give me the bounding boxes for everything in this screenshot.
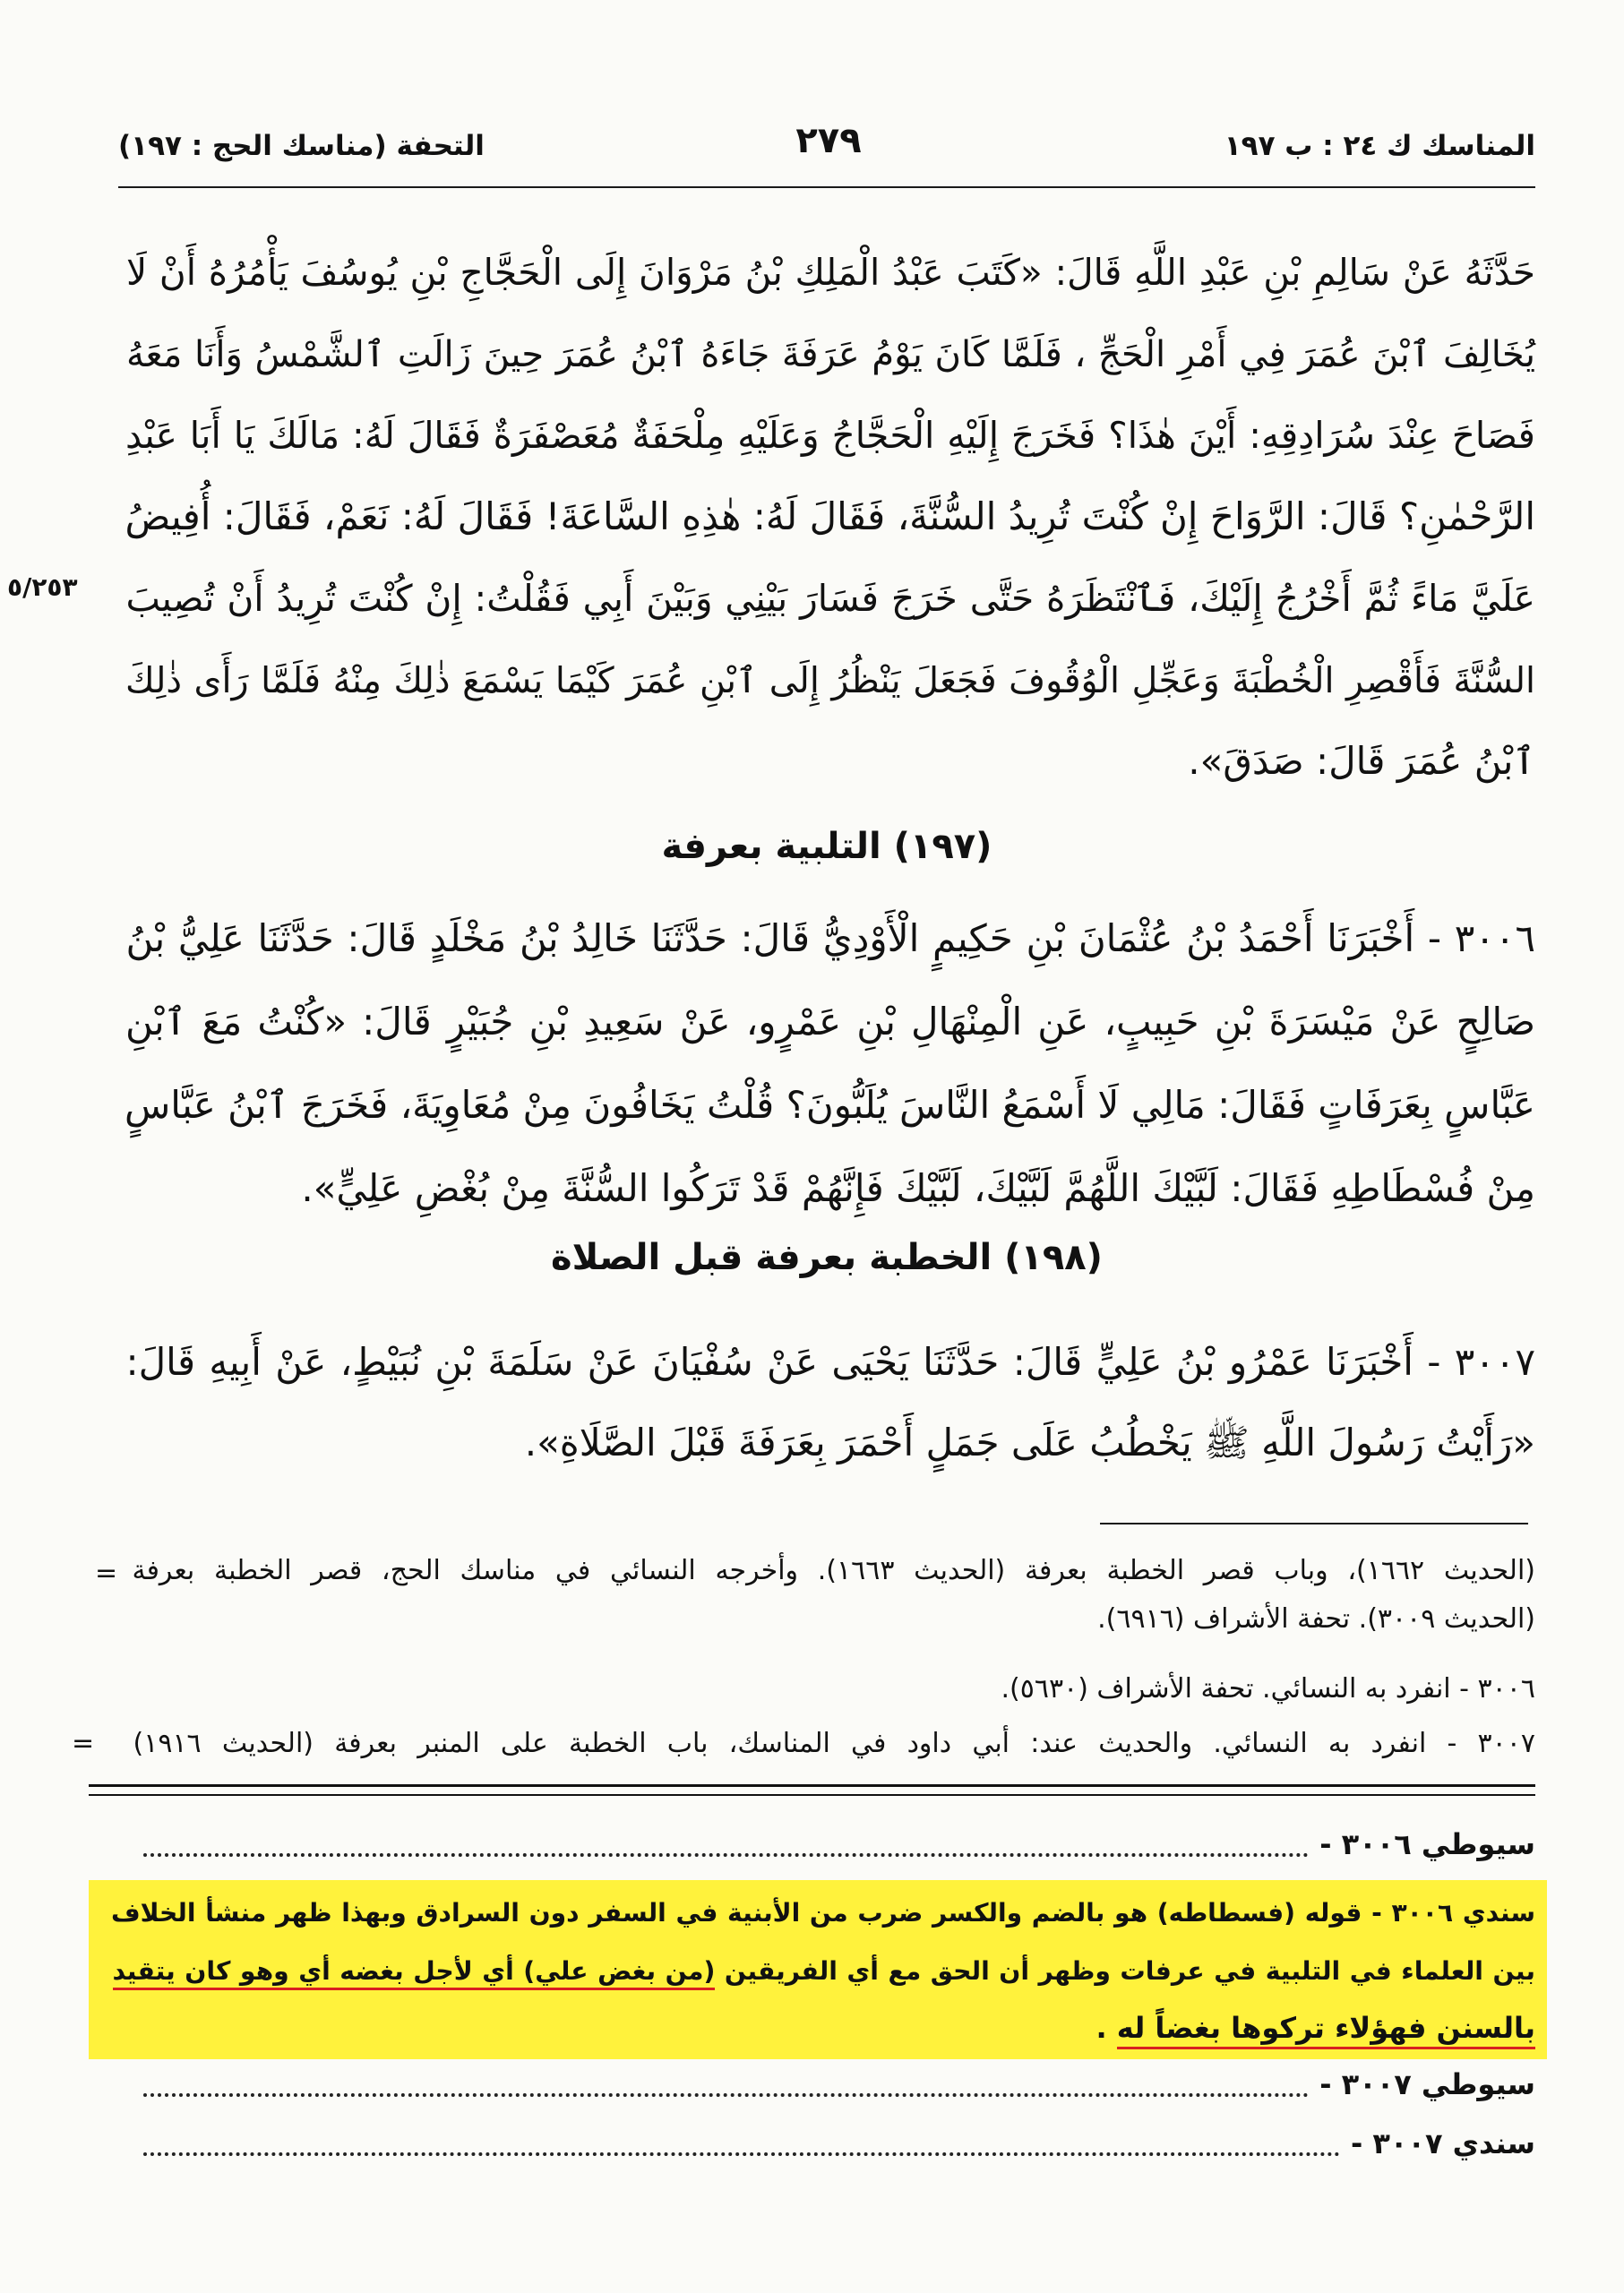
main-text-line — [118, 557, 1535, 639]
section-heading-198: (١٩٨) الخطبة بعرفة قبل الصلاة — [551, 1237, 1103, 1278]
commentary-entry-suyuti-3007 — [143, 2058, 1535, 2110]
commentary-entry-suyuti-3006 — [143, 1818, 1535, 1870]
header-book-title: التحفة (مناسك الحج : ١٩٧) — [118, 130, 485, 162]
hadith-line — [118, 1063, 1535, 1146]
main-text-line — [118, 231, 1535, 313]
hadith-line-content: عَبَّاسٍ بِعَرَفَاتٍ فَقَالَ: مَالِي لَا أَسْمَعُ النَّاسَ يُلَبُّونَ؟ قُلْتُ يَخَافُونَ مِنْ مُعَاوِيَةَ، فَخَرَجَ ٱبْنُ عَبَّاسٍ — [125, 1083, 1535, 1127]
hadith-line-content: ٣٠٠٧ - أَخْبَرَنَا عَمْرُو بْنُ عَلِيٍّ قَالَ: حَدَّثَنَا يَحْيَى عَنْ سُفْيَانَ عَنْ سَلَمَةَ بْنِ نُبَيْطٍ، عَنْ أَبِيهِ قَالَ: — [125, 1340, 1535, 1384]
footnote-line-content: (الحديث ١٦٦٢)، وباب قصر الخطبة بعرفة (الحديث ١٦٦٣). وأخرجه النسائي في مناسك الحج، قصر الخطبة بعرفة — [132, 1555, 1535, 1586]
footnote-continued — [125, 1547, 1535, 1644]
dotted-leader — [143, 2152, 1340, 2156]
footnote-line — [125, 1547, 1535, 1595]
footnote-3006 — [125, 1665, 1535, 1713]
commentary-entry-sindi-3007 — [143, 2117, 1535, 2169]
main-text-line-content: فَصَاحَ عِنْدَ سُرَادِقِهِ: أَيْنَ هٰذَا؟ فَخَرَجَ إِلَيْهِ الْحَجَّاجُ وَعَلَيْهِ مِلْحَفَةٌ مُعَصْفَرَةٌ فَقَالَ لَهُ: مَالَكَ يَا أَبَا عَبْدِ — [125, 414, 1535, 457]
main-text-line — [118, 394, 1535, 476]
hadith-line — [118, 1403, 1535, 1483]
dotted-leader — [143, 1853, 1309, 1857]
main-text-line — [118, 639, 1535, 720]
commentary-label: سندي ٣٠٠٧ - — [1350, 2126, 1535, 2160]
footnote-line-content: ٣٠٠٦ - انفرد به النسائي. تحفة الأشراف (٥٦٣٠). — [1001, 1673, 1535, 1705]
footnote-line-content: ٣٠٠٧ - انفرد به النسائي. والحديث عند: أبي داود في المناسك، باب الخطبة على المنبر بعرفة (الحديث ١٩١٦) — [133, 1728, 1535, 1759]
main-text-line-content: حَدَّثَهُ عَنْ سَالِمِ بْنِ عَبْدِ اللَّهِ قَالَ: «كَتَبَ عَبْدُ الْمَلِكِ بْنُ مَرْوَانَ إِلَى الْحَجَّاجِ بْنِ يُوسُفَ يَأْمُرُهُ أَنْ لَا — [126, 251, 1535, 294]
hadith-line — [118, 1146, 1535, 1230]
commentary-line-content — [1096, 1999, 1536, 2057]
header-rule — [118, 186, 1535, 188]
main-text-line — [118, 720, 1535, 802]
commentary-line — [103, 1883, 1535, 1941]
footnote-line — [125, 1665, 1535, 1713]
commentary-line — [103, 1999, 1535, 2057]
hadith-line — [118, 1322, 1535, 1403]
commentary-label: سيوطي ٣٠٠٧ - — [1319, 2067, 1535, 2101]
hadith-line-content: صَالِحٍ عَنْ مَيْسَرَةَ بْنِ حَبِيبٍ، عَنِ الْمِنْهَالِ بْنِ عَمْرٍو، عَنْ سَعِيدِ بْنِ جُبَيْرٍ قَالَ: «كُنْتُ مَعَ ٱبْنِ — [125, 1000, 1535, 1043]
header-section-reference: المناسك ك ٢٤ : ب ١٩٧ — [1224, 130, 1535, 162]
main-text-line-content: السُّنَّةَ فَأَقْصِرِ الْخُطْبَةَ وَعَجِّلِ الْوُقُوفَ فَجَعَلَ يَنْظُرُ إِلَى ٱبْنِ عُمَرَ كَيْمَا يَسْمَعَ ذٰلِكَ مِنْهُ فَلَمَّا رَأَى ذٰلِكَ — [125, 660, 1535, 701]
section-heading-197: (١٩٧) التلبية بعرفة — [661, 826, 992, 867]
dotted-leader — [143, 2093, 1309, 2097]
commentary-separator-thick — [89, 1784, 1535, 1787]
footnote-continuation-mark: = — [72, 1728, 95, 1759]
footnote-line — [125, 1720, 1535, 1768]
main-paragraph — [118, 231, 1535, 802]
commentary-line-content — [113, 1942, 1536, 2000]
main-text-line-content: الرَّحْمٰنِ؟ قَالَ: الرَّوَاحَ إِنْ كُنْتَ تُرِيدُ السُّنَّةَ، فَقَالَ لَهُ: هٰذِهِ السَّاعَةَ! فَقَالَ لَهُ: نَعَمْ، فَقَالَ: أُفِيضُ — [125, 494, 1535, 538]
main-text-line — [118, 476, 1535, 557]
hadith-3007 — [118, 1322, 1535, 1483]
hadith-line-content: «رَأَيْتُ رَسُولَ اللَّهِ ﷺ يَخْطُبُ عَلَى جَمَلٍ أَحْمَرَ بِعَرَفَةَ قَبْلَ الصَّلَاةِ». — [524, 1421, 1535, 1464]
highlighted-commentary-sindi-3006 — [89, 1880, 1547, 2059]
hadith-line-content: ٣٠٠٦ - أَخْبَرَنَا أَحْمَدُ بْنُ عُثْمَانَ بْنِ حَكِيمٍ الْأَوْدِيُّ قَالَ: حَدَّثَنَا خَالِدُ بْنُ مَخْلَدٍ قَالَ: حَدَّثَنَا عَلِيُّ بْنُ — [125, 916, 1535, 960]
commentary-label: سندي ٣٠٠٦ - — [1371, 1898, 1535, 1928]
commentary-label: سيوطي ٣٠٠٦ - — [1319, 1827, 1535, 1861]
hadith-line — [118, 897, 1535, 980]
main-text-line-content: ٱبْنُ عُمَرَ قَالَ: صَدَقَ». — [1188, 739, 1535, 783]
footnote-3007 — [125, 1720, 1535, 1768]
footnote-continuation-mark: = — [95, 1558, 118, 1589]
commentary-text-end: . — [1096, 2011, 1107, 2045]
hadith-line — [118, 980, 1535, 1063]
footnote-line-content: (الحديث ٣٠٠٩). تحفة الأشراف (٦٩١٦). — [1097, 1603, 1535, 1635]
main-text-line-content: يُخَالِفَ ٱبْنَ عُمَرَ فِي أَمْرِ الْحَجِّ ، فَلَمَّا كَانَ يَوْمُ عَرَفَةَ جَاءَهُ ٱبْنُ عُمَرَ حِينَ زَالَتِ ٱلشَّمْسُ وَأَنَا مَعَهُ — [126, 334, 1535, 375]
red-underlined-text: (من بغض علي) أي لأجل بغضه أي وهو كان يتقيد — [113, 1956, 716, 1990]
commentary-text: بين العلماء في التلبية في عرفات وظهر أن الحق مع أي الفريقين — [724, 1956, 1535, 1986]
commentary-text: قوله (فسطاطه) هو بالضم والكسر ضرب من الأبنية في السفر دون السرادق وبهذا ظهر منشأ الخلاف — [111, 1898, 1362, 1928]
hadith-line-content: مِنْ فُسْطَاطِهِ فَقَالَ: لَبَّيْكَ اللَّهُمَّ لَبَّيْكَ، لَبَّيْكَ فَإِنَّهُمْ قَدْ تَرَكُوا السُّنَّةَ مِنْ بُغْضِ عَلِيٍّ». — [301, 1166, 1535, 1210]
commentary-line-content — [111, 1884, 1535, 1942]
footnote-line — [125, 1595, 1535, 1644]
red-underlined-text: بالسنن فهؤلاء تركوها بغضاً له — [1117, 2011, 1535, 2049]
main-text-line — [118, 313, 1535, 394]
main-text-line-content: عَلَيَّ مَاءً ثُمَّ أَخْرُجُ إِلَيْكَ، فَٱنْتَظَرَهُ حَتَّى خَرَجَ فَسَارَ بَيْنِي وَبَيْنَ أَبِي فَقُلْتُ: إِنْ كُنْتَ تُرِيدُ أَنْ تُصِيبَ — [125, 577, 1535, 620]
footnote-separator — [1100, 1523, 1528, 1524]
commentary-separator-thin — [89, 1794, 1535, 1796]
hadith-3006 — [118, 897, 1535, 1230]
header-page-number: ٢٧٩ — [795, 120, 862, 161]
commentary-line — [103, 1941, 1535, 1999]
margin-reference: ٥/٢٥٣ — [7, 572, 78, 602]
